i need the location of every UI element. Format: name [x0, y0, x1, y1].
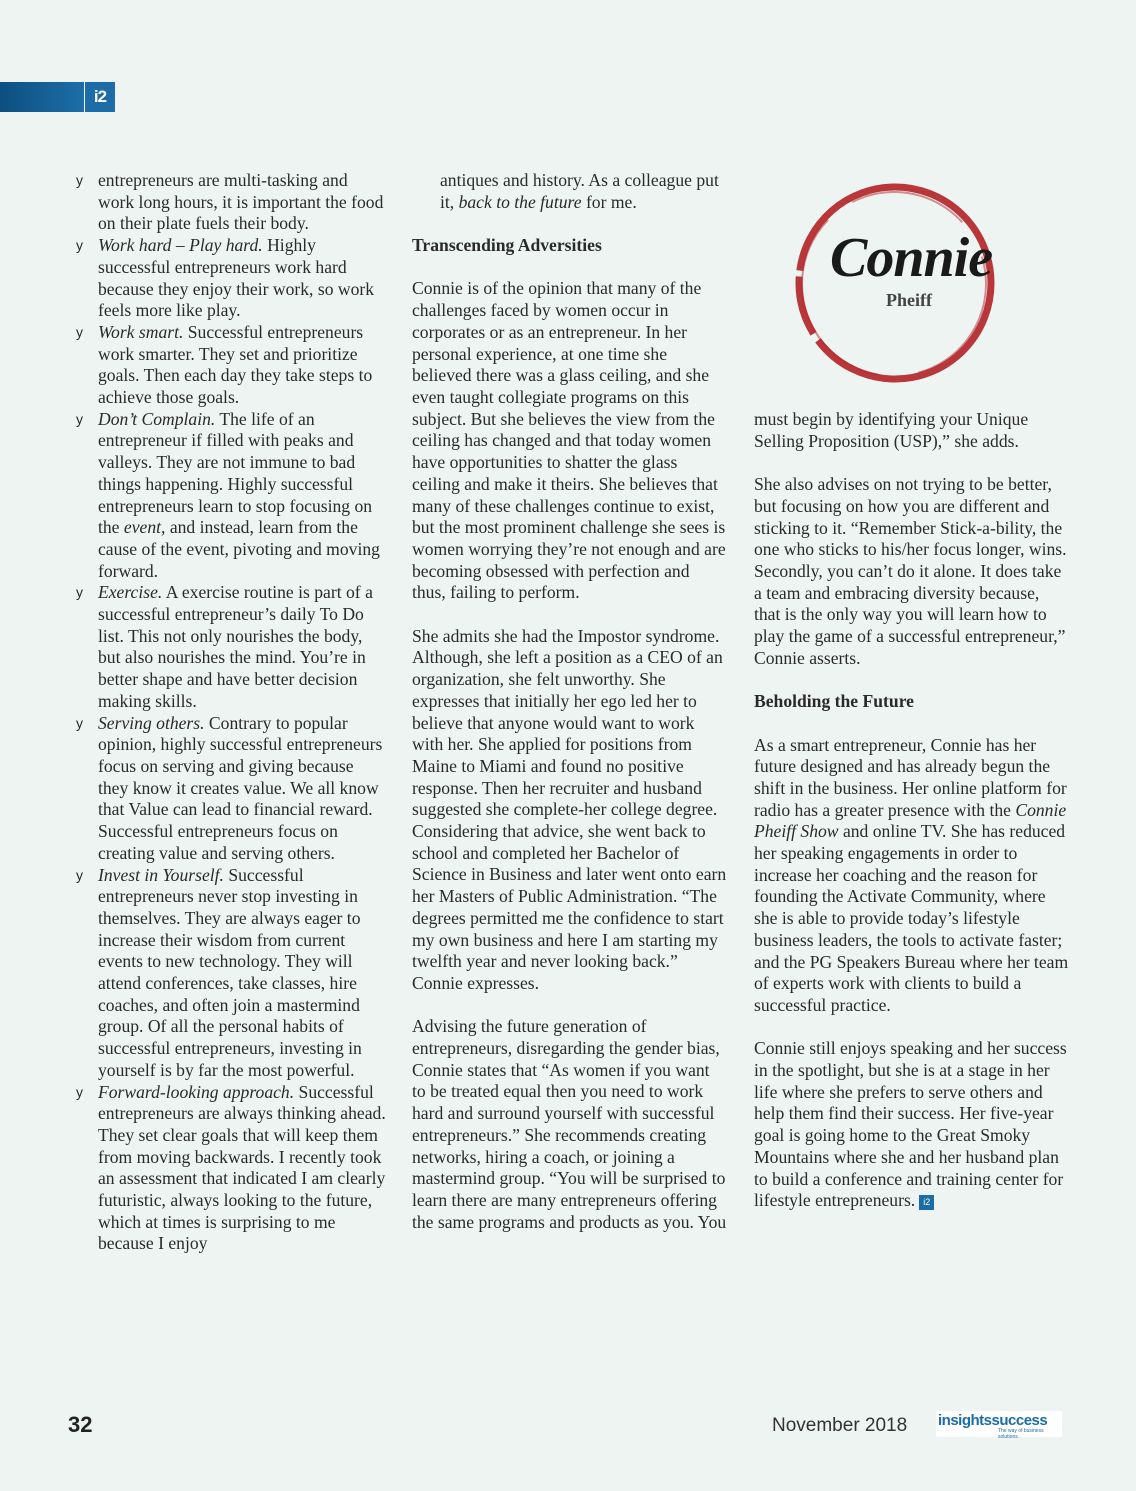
bullet-text: Contrary to popular opinion, highly successful entrepreneurs focus on serving and giving because they know it creates value. We all know that Value can lead to financial reward. Successful entrepreneurs focus on creating value and serving others. — [98, 712, 383, 863]
brand-name: insightssuccess — [938, 1412, 1048, 1429]
paragraph: must begin by identifying your Unique Selling Proposition (USP),” she adds. — [754, 409, 1029, 451]
habits-list — [76, 170, 386, 1255]
bullet-marker: y — [76, 237, 83, 254]
bullet-title: Exercise. — [98, 582, 163, 603]
section-heading-transcending: Transcending Adversities — [412, 235, 602, 256]
bullet-text: Highly successful entrepreneurs work hard because they enjoy their work, so work feels more like play. — [98, 235, 375, 321]
list-item — [76, 235, 386, 322]
bullet-marker: y — [76, 1083, 83, 1100]
page-number: 32 — [68, 1412, 93, 1437]
paragraph: She admits she had the Impostor syndrome. Although, she left a position as a CEO of an organization, she felt unworthy. She expresses that initially her ego led her to believe that anyone would want to work with her. She applied for positions from Maine to Miami and found no positive response. Then her recruiter and husband suggested she complete-her college degree. Considering that advice, she went back to school and completed her Bachelor of Science in Business and later went onto earn her Masters of Public Administration. “The degrees permitted me the confidence to start my own business and here I am starting my twelfth year and never looking back.” Connie expresses. — [412, 625, 727, 993]
text-run: As a smart entrepreneur, Connie has her future designed and has already begun the shift in the business. Her online platform for radio has a greater presence with the — [754, 734, 1067, 820]
text-emphasis: back to the future — [458, 191, 582, 212]
issue-date: November 2018 — [772, 1415, 908, 1436]
bullet-marker: y — [76, 410, 83, 427]
bullet-marker: y — [76, 866, 83, 883]
end-of-article-icon: i2 — [919, 1195, 934, 1210]
list-item — [76, 409, 386, 583]
section-heading-beholding: Beholding the Future — [754, 691, 914, 712]
list-item — [76, 1082, 386, 1256]
bullet-title: Forward-looking approach. — [98, 1081, 295, 1102]
bullet-text: A exercise routine is part of a successful entrepreneur’s daily To Do list. This not only nourishes the body, but also nourishes the mind. You’re in better shape and have better decision making skills. — [98, 582, 373, 711]
text-run: for me. — [581, 191, 637, 212]
brand-tagline: The way of business solutions — [998, 1428, 1044, 1440]
continued-paragraph — [412, 170, 727, 213]
bullet-marker: y — [76, 714, 83, 731]
paragraph: Advising the future generation of entrepreneurs, disregarding the gender bias, Connie states that “As women if you want to be treated equal then you need to work hard and surround yourself with successful entrepreneurs.” She recommends creating networks, hiring a coach, or joining a mastermind group. “You will be surprised to learn there are many entrepreneurs offering the same programs and products as you. You — [412, 1016, 727, 1232]
paragraph — [754, 735, 1069, 1017]
magazine-logo-icon: i2 — [85, 82, 115, 112]
list-item — [76, 865, 386, 1082]
stamp-surname: Pheiff — [886, 290, 932, 310]
text-run: and online TV. She has reduced her speaking engagements in order to increase her coaching and the reason for founding the Activate Community, where she is able to provide today’s lifestyle business leaders, the tools to activate faster; and the PG Speakers Bureau where her team of experts work with clients to build a successful practice. — [754, 821, 1069, 1015]
bullet-marker: y — [76, 323, 83, 340]
bullet-marker: y — [76, 172, 83, 188]
paragraph: Connie is of the opinion that many of the challenges faced by women occur in corporates or as an entrepreneur. In her personal experience, at one time she believed there was a glass ceiling, and she even taught collegiate programs on this subject. But she believes the view from the ceiling has changed and that today women have opportunities to shatter the glass ceiling and make it theirs. She believes that many of these challenges continue to exist, but the most prominent challenge she sees is women worrying they’re not enough and are becoming obsessed with perfection and thus, failing to perform. — [412, 278, 726, 603]
bullet-text: entrepreneurs are multi-tasking and work long hours, it is important the food on their plate fuels their body. — [98, 170, 384, 234]
list-item — [76, 170, 386, 235]
bullet-text: Successful entrepreneurs are always thinking ahead. They set clear goals that will keep them from moving backwards. I recently took an assessment that indicated I am clearly futuristic, always looking to the future, which at times is surprising to me because I enjoy — [98, 1081, 386, 1254]
bullet-title: Serving others. — [98, 712, 205, 733]
bullet-emphasis: event, — [123, 517, 166, 538]
bullet-text: and instead, learn from the cause of the event, pivoting and moving forward. — [98, 517, 380, 581]
stamp-name-script: Connie — [830, 227, 993, 289]
bullet-text: Successful entrepreneurs never stop investing in themselves. They are always eager to increase their wisdom from current events to new technology. They will attend conferences, take classes, hire coaches, and often join a mastermind group. Of all the personal habits of successful entrepreneurs, investing in yourself is by far the most powerful. — [98, 864, 362, 1080]
bullet-title: Invest in Yourself. — [98, 864, 224, 885]
article-column-1 — [76, 170, 386, 1255]
text-run: antiques and history. As a colleague put it, — [440, 170, 719, 212]
paragraph: She also advises on not trying to be better, but focusing on how you are different and sticking to it. “Remember Stick-a-bility, the one who sticks to his/her focus longer, wins. Secondly, you can’t do it alone. It does take a team and embracing diversity because, that is the only way you will learn how to play the game of a successful entrepreneur,” Connie asserts. — [754, 474, 1067, 668]
paragraph — [754, 1038, 1069, 1212]
brand-logo — [936, 1411, 1062, 1440]
list-item — [76, 713, 386, 865]
article-column-2 — [412, 170, 727, 1255]
bullet-title: Work smart. — [98, 321, 184, 342]
bullet-title: Don’t Complain. — [98, 408, 216, 429]
list-item — [76, 322, 386, 409]
bullet-text: Successful entrepreneurs work smarter. They set and prioritize goals. Then each day they take steps to achieve those goals. — [98, 321, 373, 408]
bullet-marker: y — [76, 584, 83, 601]
header-color-bar — [0, 82, 84, 112]
article-column-3 — [754, 409, 1069, 1234]
bullet-text: The life of an entrepreneur if filled with peaks and valleys. They are not immune to bad things happening. Highly successful entrepreneurs learn to stop focusing on the — [98, 408, 373, 538]
list-item — [76, 582, 386, 712]
text-run: Connie still enjoys speaking and her success in the spotlight, but she is at a stage in her life where she prefers to serve others and help them find their success. Her five-year goal is going home to the Great Smoky Mountains where she and her husband plan to build a conference and training center for lifestyle entrepreneurs. — [754, 1038, 1067, 1211]
show-title: Connie Pheiff Show — [754, 799, 1067, 842]
bullet-title: Work hard – Play hard. — [98, 235, 263, 256]
